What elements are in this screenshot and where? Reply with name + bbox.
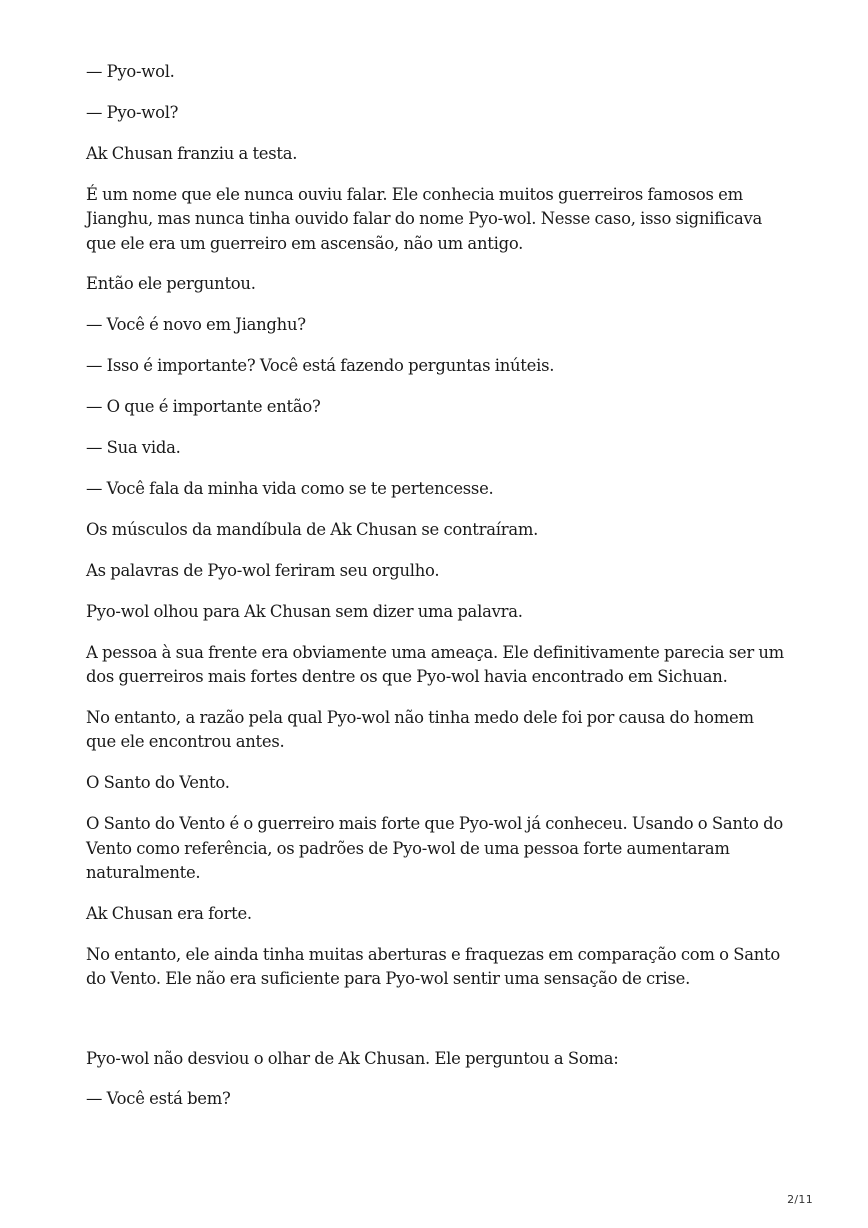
paragraph: No entanto, ele ainda tinha muitas aberturas e fraquezas em comparação com o Santo do Vento. Ele não era suficiente para Pyo-wol sentir uma sensação de crise. [86, 944, 780, 989]
paragraph: Os músculos da mandíbula de Ak Chusan se contraíram. [86, 519, 539, 539]
paragraph: No entanto, a razão pela qual Pyo-wol não tinha medo dele foi por causa do homem que ele encontrou antes. [86, 707, 754, 752]
paragraph: Ak Chusan franziu a testa. [86, 143, 298, 163]
page-number: 2/11 [787, 1193, 813, 1206]
page-body [86, 60, 786, 1128]
paragraph: O Santo do Vento. [86, 773, 230, 793]
paragraph: — Pyo-wol? [86, 102, 179, 122]
paragraph: Pyo-wol olhou para Ak Chusan sem dizer uma palavra. [86, 601, 523, 621]
paragraph: — Você é novo em Jianghu? [86, 315, 306, 335]
paragraph: As palavras de Pyo-wol feriram seu orgulho. [86, 560, 440, 580]
paragraph: O Santo do Vento é o guerreiro mais forte que Pyo-wol já conheceu. Usando o Santo do Vento como referência, os padrões de Pyo-wol de uma pessoa forte aumentaram naturalmente. [86, 814, 783, 882]
paragraph: É um nome que ele nunca ouviu falar. Ele conhecia muitos guerreiros famosos em Jianghu, mas nunca tinha ouvido falar do nome Pyo-wol. Nesse caso, isso significava que ele era um guerreiro em ascensão, não um antigo. [86, 184, 763, 253]
paragraph: Então ele perguntou. [86, 274, 256, 294]
paragraph: — O que é importante então? [86, 397, 321, 417]
paragraph: Pyo-wol não desviou o olhar de Ak Chusan. Ele perguntou a Soma: [86, 1048, 619, 1068]
paragraph: — Pyo-wol. [86, 62, 175, 81]
paragraph: — Isso é importante? Você está fazendo perguntas inúteis. [86, 356, 555, 376]
paragraph: — Você fala da minha vida como se te pertencesse. [86, 478, 494, 498]
paragraph: — Você está bem? [86, 1089, 231, 1109]
paragraph: — Sua vida. [86, 438, 181, 458]
paragraph: Ak Chusan era forte. [86, 903, 252, 923]
paragraph: A pessoa à sua frente era obviamente uma ameaça. Ele definitivamente parecia ser um dos guerreiros mais fortes dentre os que Pyo-wol havia encontrado em Sichuan. [86, 642, 784, 686]
